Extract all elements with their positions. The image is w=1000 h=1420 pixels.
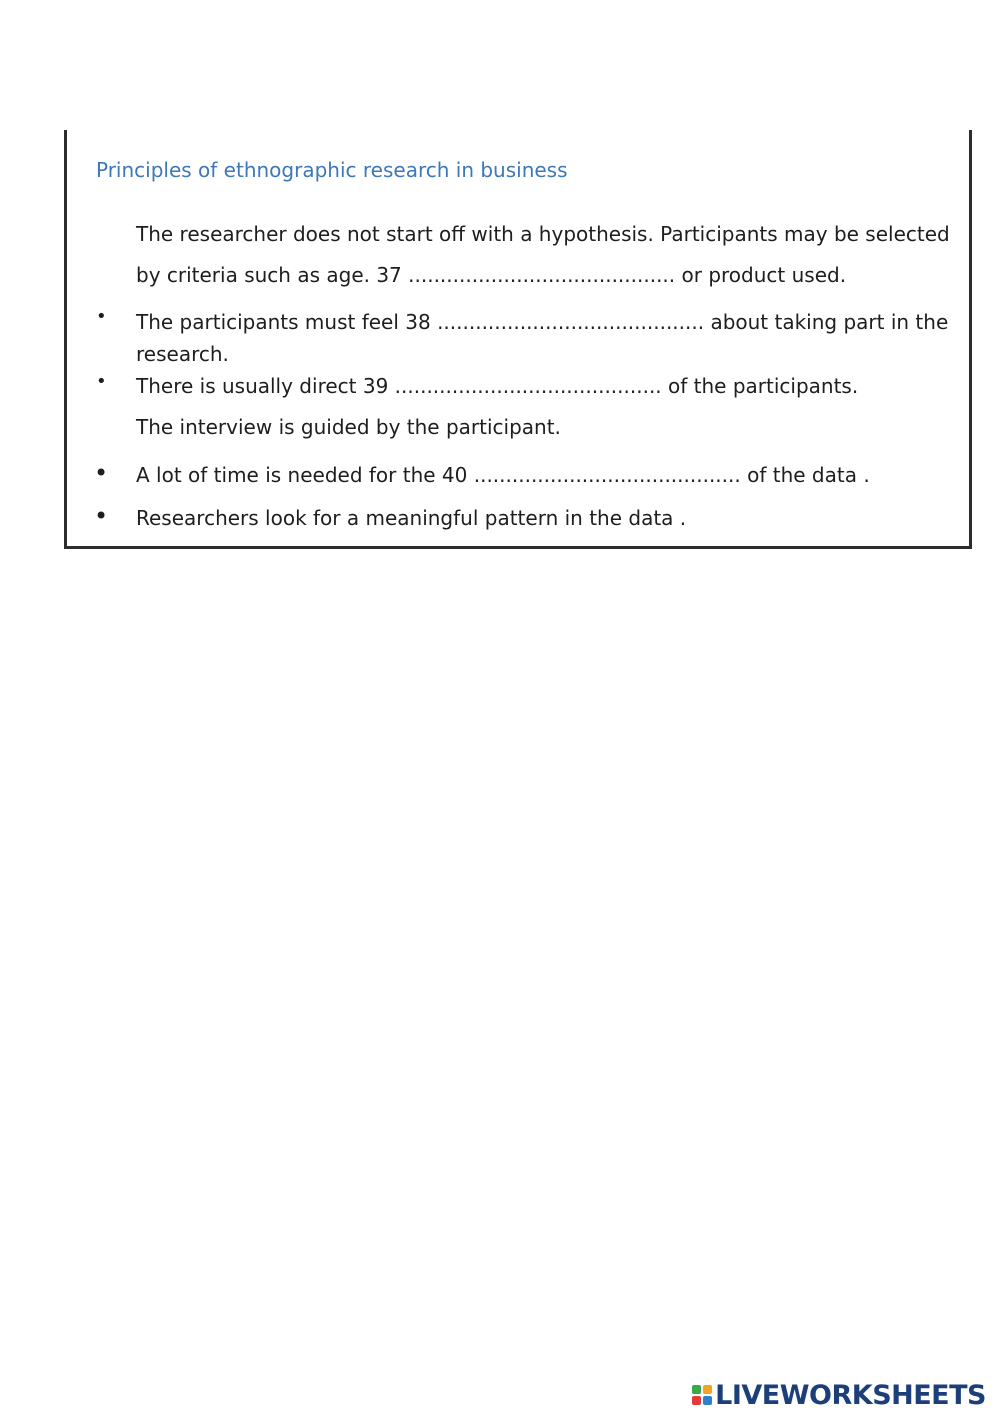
logo-tile [703,1396,712,1405]
section-title: Principles of ethnographic research in business [96,158,568,182]
text-line-pattern: Researchers look for a meaningful pattern in the data . [136,506,687,530]
text-line-question-37: by criteria such as age. 37 .......................................... or product used. [136,263,847,287]
logo-tile [692,1385,701,1394]
bullet-icon: • [94,502,109,530]
text-line-hypothesis: The researcher does not start off with a hypothesis. Participants may be selected [136,222,950,246]
text-line-question-38: The participants must feel 38 .......................................... about taking part in the [136,310,949,334]
logo-tile [692,1396,701,1405]
logo-text: LIVEWORKSHEETS [715,1379,986,1411]
text-line-question-40: A lot of time is needed for the 40 .......................................... of the data . [136,463,870,487]
liveworksheets-logo [692,1380,986,1410]
logo-tile [703,1385,712,1394]
text-line-interview: The interview is guided by the participant. [136,415,561,439]
bullet-icon: • [96,306,107,327]
text-line-research: research. [136,342,229,366]
logo-grid-icon [692,1385,712,1405]
bullet-icon: • [94,459,109,487]
text-line-question-39: There is usually direct 39 .......................................... of the participants. [136,374,859,398]
bullet-icon: • [96,371,107,392]
